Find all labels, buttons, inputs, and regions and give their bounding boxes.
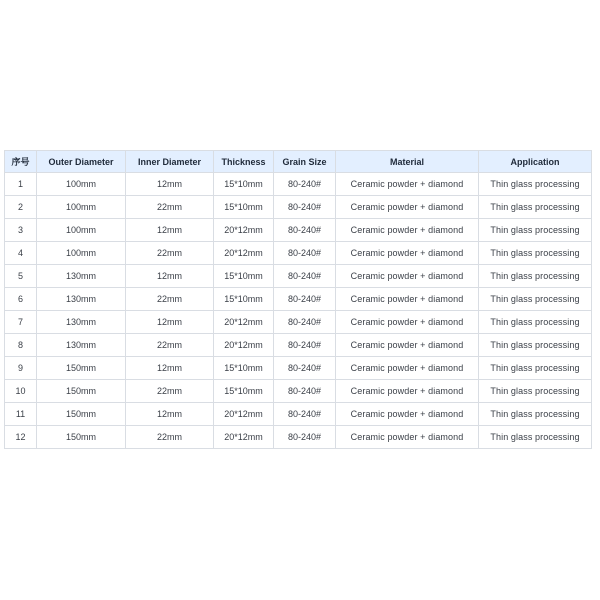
table-row [5, 196, 592, 219]
cell-application: Thin glass processing [479, 219, 592, 242]
cell-grain-size: 80-240# [274, 265, 336, 288]
cell-outer-diameter: 100mm [37, 219, 126, 242]
cell-index: 11 [5, 403, 37, 426]
cell-index: 5 [5, 265, 37, 288]
cell-thickness: 15*10mm [214, 196, 274, 219]
cell-index: 4 [5, 242, 37, 265]
cell-thickness: 20*12mm [214, 426, 274, 449]
cell-application: Thin glass processing [479, 426, 592, 449]
cell-application: Thin glass processing [479, 403, 592, 426]
cell-inner-diameter: 22mm [126, 196, 214, 219]
cell-grain-size: 80-240# [274, 403, 336, 426]
cell-index: 12 [5, 426, 37, 449]
cell-grain-size: 80-240# [274, 173, 336, 196]
cell-outer-diameter: 130mm [37, 311, 126, 334]
cell-grain-size: 80-240# [274, 288, 336, 311]
cell-application: Thin glass processing [479, 357, 592, 380]
cell-application: Thin glass processing [479, 334, 592, 357]
cell-grain-size: 80-240# [274, 357, 336, 380]
cell-outer-diameter: 150mm [37, 426, 126, 449]
cell-inner-diameter: 22mm [126, 288, 214, 311]
table-row [5, 242, 592, 265]
cell-grain-size: 80-240# [274, 334, 336, 357]
cell-material: Ceramic powder + diamond [336, 219, 479, 242]
cell-index: 6 [5, 288, 37, 311]
spec-table-container [4, 150, 591, 449]
cell-outer-diameter: 150mm [37, 380, 126, 403]
cell-grain-size: 80-240# [274, 380, 336, 403]
cell-outer-diameter: 150mm [37, 357, 126, 380]
header-row [5, 151, 592, 173]
spec-table [4, 150, 592, 449]
cell-material: Ceramic powder + diamond [336, 288, 479, 311]
table-row [5, 403, 592, 426]
cell-material: Ceramic powder + diamond [336, 403, 479, 426]
cell-index: 3 [5, 219, 37, 242]
table-header [5, 151, 592, 173]
cell-index: 1 [5, 173, 37, 196]
cell-inner-diameter: 12mm [126, 311, 214, 334]
cell-material: Ceramic powder + diamond [336, 196, 479, 219]
cell-application: Thin glass processing [479, 311, 592, 334]
cell-grain-size: 80-240# [274, 219, 336, 242]
cell-material: Ceramic powder + diamond [336, 265, 479, 288]
cell-thickness: 20*12mm [214, 242, 274, 265]
cell-index: 7 [5, 311, 37, 334]
table-row [5, 265, 592, 288]
cell-application: Thin glass processing [479, 288, 592, 311]
cell-material: Ceramic powder + diamond [336, 380, 479, 403]
cell-inner-diameter: 12mm [126, 357, 214, 380]
cell-thickness: 20*12mm [214, 311, 274, 334]
cell-thickness: 15*10mm [214, 173, 274, 196]
cell-index: 10 [5, 380, 37, 403]
cell-inner-diameter: 12mm [126, 265, 214, 288]
cell-thickness: 20*12mm [214, 403, 274, 426]
cell-grain-size: 80-240# [274, 242, 336, 265]
cell-thickness: 15*10mm [214, 357, 274, 380]
cell-outer-diameter: 100mm [37, 173, 126, 196]
table-row [5, 288, 592, 311]
cell-inner-diameter: 22mm [126, 426, 214, 449]
header-application: Application [479, 151, 592, 173]
cell-outer-diameter: 150mm [37, 403, 126, 426]
cell-application: Thin glass processing [479, 173, 592, 196]
cell-material: Ceramic powder + diamond [336, 426, 479, 449]
cell-application: Thin glass processing [479, 265, 592, 288]
table-row [5, 426, 592, 449]
cell-material: Ceramic powder + diamond [336, 173, 479, 196]
header-outer-diameter: Outer Diameter [37, 151, 126, 173]
header-grain-size: Grain Size [274, 151, 336, 173]
cell-grain-size: 80-240# [274, 426, 336, 449]
cell-application: Thin glass processing [479, 242, 592, 265]
header-material: Material [336, 151, 479, 173]
cell-inner-diameter: 12mm [126, 173, 214, 196]
cell-inner-diameter: 22mm [126, 334, 214, 357]
cell-thickness: 15*10mm [214, 265, 274, 288]
cell-outer-diameter: 100mm [37, 242, 126, 265]
cell-outer-diameter: 130mm [37, 288, 126, 311]
cell-outer-diameter: 130mm [37, 334, 126, 357]
cell-index: 2 [5, 196, 37, 219]
cell-thickness: 20*12mm [214, 334, 274, 357]
cell-inner-diameter: 22mm [126, 380, 214, 403]
cell-outer-diameter: 130mm [37, 265, 126, 288]
cell-material: Ceramic powder + diamond [336, 357, 479, 380]
cell-thickness: 15*10mm [214, 288, 274, 311]
table-body [5, 173, 592, 449]
table-row [5, 380, 592, 403]
cell-grain-size: 80-240# [274, 196, 336, 219]
cell-material: Ceramic powder + diamond [336, 311, 479, 334]
cell-inner-diameter: 12mm [126, 403, 214, 426]
header-index: 序号 [5, 151, 37, 173]
cell-outer-diameter: 100mm [37, 196, 126, 219]
cell-thickness: 15*10mm [214, 380, 274, 403]
header-inner-diameter: Inner Diameter [126, 151, 214, 173]
cell-index: 8 [5, 334, 37, 357]
cell-thickness: 20*12mm [214, 219, 274, 242]
table-row [5, 357, 592, 380]
table-row [5, 334, 592, 357]
cell-inner-diameter: 12mm [126, 219, 214, 242]
cell-material: Ceramic powder + diamond [336, 334, 479, 357]
cell-inner-diameter: 22mm [126, 242, 214, 265]
cell-index: 9 [5, 357, 37, 380]
table-row [5, 219, 592, 242]
header-thickness: Thickness [214, 151, 274, 173]
table-row [5, 311, 592, 334]
cell-application: Thin glass processing [479, 380, 592, 403]
cell-grain-size: 80-240# [274, 311, 336, 334]
table-row [5, 173, 592, 196]
cell-application: Thin glass processing [479, 196, 592, 219]
cell-material: Ceramic powder + diamond [336, 242, 479, 265]
